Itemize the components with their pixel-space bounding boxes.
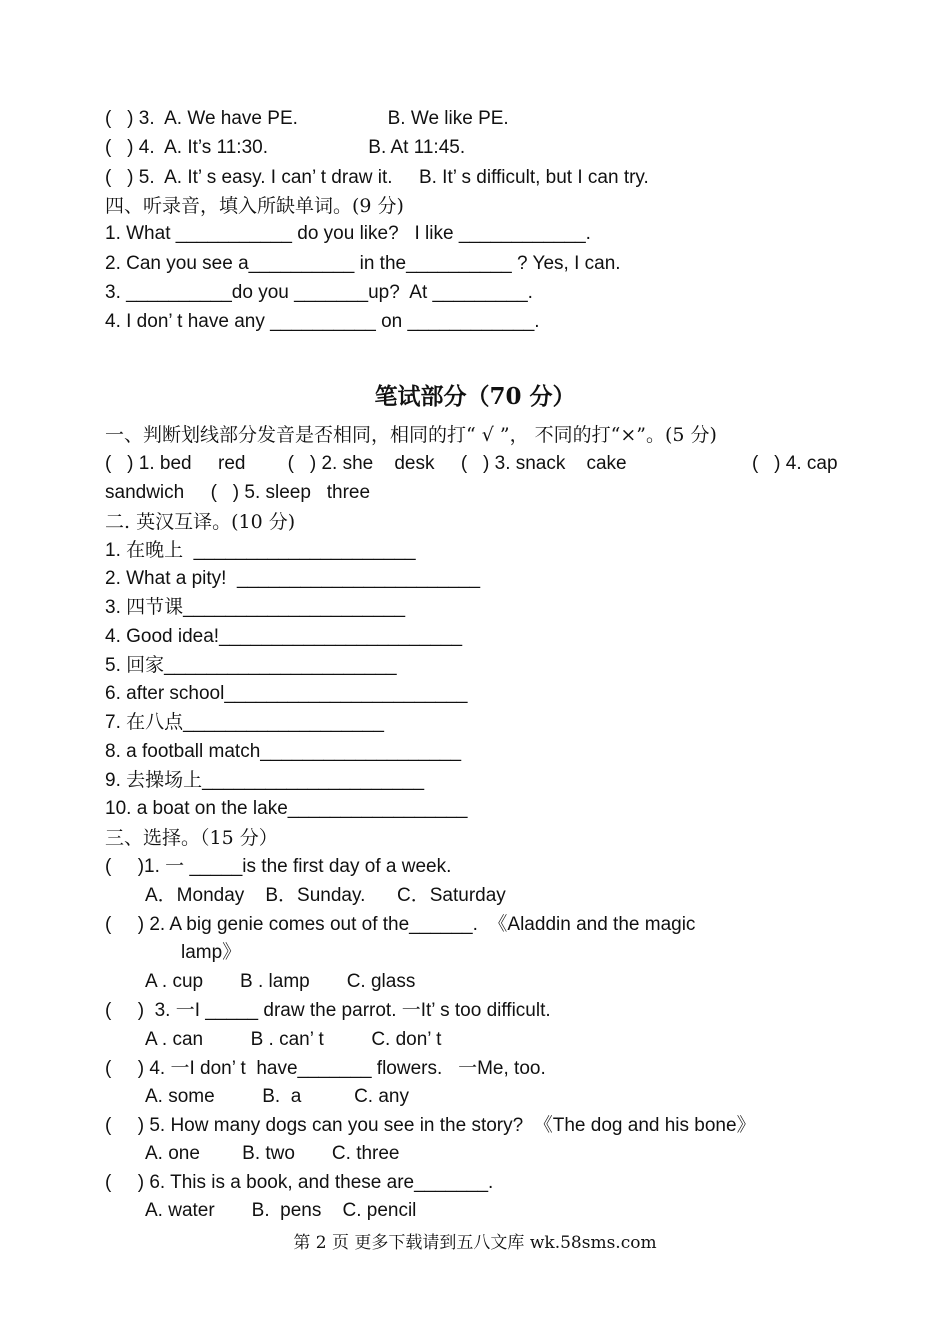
translate-item-9: 9. 去操场上_____________________ <box>105 770 425 791</box>
choice-q5: ( ) 5. How many dogs can you see in the story? 《The dog and his bone》 <box>105 1115 756 1136</box>
choice-q6-options: A. water B. pens C. pencil <box>145 1200 417 1221</box>
choice-q2: ( ) 2. A big genie comes out of the______. 《Aladdin and the magic <box>105 914 696 935</box>
translate-item-10: 10. a boat on the lake_________________ <box>105 798 468 819</box>
translate-item-4: 4. Good idea!_______________________ <box>105 626 463 647</box>
choice-q5-options: A. one B. two C. three <box>145 1143 400 1164</box>
choice-q6: ( ) 6. This is a book, and these are_______. <box>105 1172 494 1193</box>
translate-item-7: 7. 在八点___________________ <box>105 712 384 733</box>
choice-q3-options: A . can B . can’ t C. don’ t <box>145 1029 442 1050</box>
choice-q4: ( ) 4. 一I don’ t have_______ flowers. 一Me, too. <box>105 1058 546 1079</box>
translate-item-3: 3. 四节课_____________________ <box>105 597 406 618</box>
section1-row1: ( ) 1. bed red ( ) 2. she desk ( ) 3. snack cake <box>105 453 627 474</box>
section1-row1-q4: ( ) 4. cap <box>752 453 838 474</box>
choice-q1-options: A．Monday B．Sunday. C．Saturday <box>145 885 506 906</box>
listening-q3: ( ) 3. A. We have PE. B. We like PE. <box>105 108 509 129</box>
listening-part4-heading: 四、听录音，填入所缺单词。(9 分) <box>105 195 404 217</box>
section1-row2: sandwich ( ) 5. sleep three <box>105 482 371 503</box>
fill-blank-1: 1. What ___________ do you like? I like ____________. <box>105 223 591 244</box>
translate-item-2: 2. What a pity! _______________________ <box>105 568 481 589</box>
fill-blank-3: 3. __________do you _______up? At _________. <box>105 282 533 303</box>
written-part-title: 笔试部分（70 分） <box>374 383 576 410</box>
translate-item-8: 8. a football match___________________ <box>105 741 462 762</box>
listening-q4: ( ) 4. A. It’s 11:30. B. At 11:45. <box>105 137 466 158</box>
choice-q2-continued: lamp》 <box>181 942 242 963</box>
choice-q3: ( ) 3. 一I _____ draw the parrot. 一It’ s too difficult. <box>105 1000 551 1021</box>
fill-blank-4: 4. I don’ t have any __________ on ____________. <box>105 311 540 332</box>
section1-heading: 一、判断划线部分发音是否相同，相同的打“ √ ”， 不同的打“×”。(5 分) <box>105 424 717 446</box>
choice-q4-options: A. some B. a C. any <box>145 1086 409 1107</box>
choice-q2-options: A . cup B . lamp C. glass <box>145 971 416 992</box>
translate-item-5: 5. 回家______________________ <box>105 655 397 676</box>
translate-item-6: 6. after school_______________________ <box>105 683 468 704</box>
choice-q1: ( )1. 一 _____is the first day of a week. <box>105 856 452 877</box>
section2-heading: 二. 英汉互译。(10 分) <box>105 511 296 533</box>
page-footer: 第 2 页 更多下载请到五八文库 wk.58sms.com <box>293 1233 657 1253</box>
listening-q5: ( ) 5. A. It’ s easy. I can’ t draw it. B. It’ s difficult, but I can try. <box>105 167 649 188</box>
section3-heading: 三、选择。（15 分） <box>105 827 278 849</box>
fill-blank-2: 2. Can you see a__________ in the__________ ? Yes, I can. <box>105 253 621 274</box>
translate-item-1: 1. 在晚上 _____________________ <box>105 540 416 561</box>
